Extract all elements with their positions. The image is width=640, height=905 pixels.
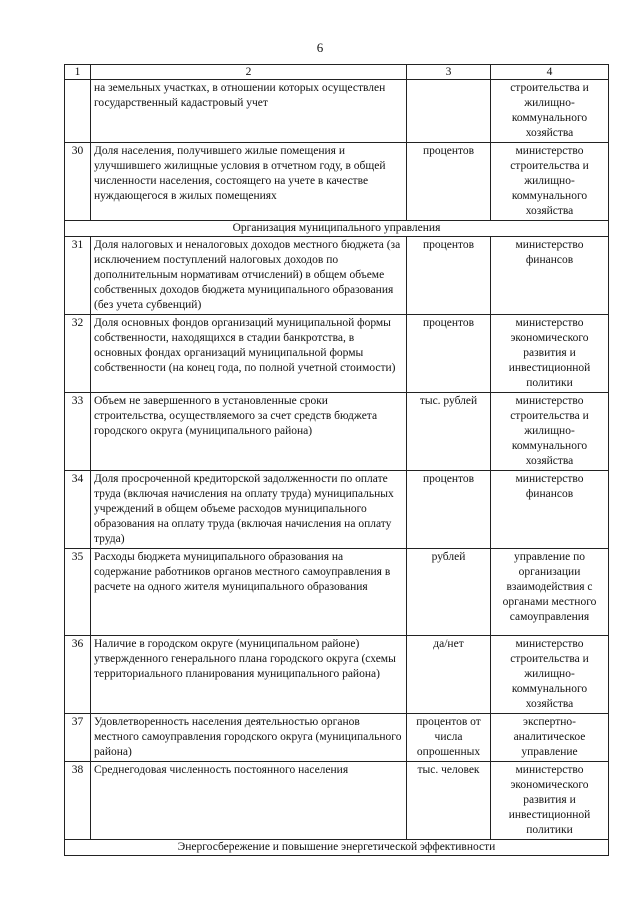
department-cell: управление по организации взаимодействия с органами местного самоуправления — [491, 549, 609, 636]
unit-cell: да/нет — [407, 636, 491, 714]
department-cell: министерство финансов — [491, 237, 609, 315]
row-number — [65, 80, 91, 143]
column-header-4: 4 — [491, 65, 609, 80]
indicator-text: Доля основных фондов организаций муниципальной формы собственности, находящихся в стадии банкротства, в основных фондах организаций муниципальной формы собственности (на конец года, по полной учетной стоимости) — [91, 315, 407, 393]
unit-cell: тыс. человек — [407, 762, 491, 840]
unit-cell: тыс. рублей — [407, 393, 491, 471]
column-header-3: 3 — [407, 65, 491, 80]
column-header-row — [65, 65, 609, 80]
indicator-text: Удовлетворенность населения деятельностью органов местного самоуправления городского округа (муниципального района) — [91, 714, 407, 762]
unit-cell: рублей — [407, 549, 491, 636]
row-number: 36 — [65, 636, 91, 714]
table-row — [65, 762, 609, 840]
department-cell: министерство строительства и жилищно-коммунального хозяйства — [491, 636, 609, 714]
unit-cell: процентов — [407, 471, 491, 549]
unit-cell: процентов — [407, 315, 491, 393]
row-number: 38 — [65, 762, 91, 840]
table-row — [65, 237, 609, 315]
department-cell: министерство финансов — [491, 471, 609, 549]
department-cell: экспертно-аналитическое управление — [491, 714, 609, 762]
row-number: 37 — [65, 714, 91, 762]
row-number: 34 — [65, 471, 91, 549]
section-header-row — [65, 221, 609, 237]
indicator-text: Доля налоговых и неналоговых доходов местного бюджета (за исключением поступлений налоговых доходов по дополнительным нормативам отчислений) в общем объеме собственных доходов бюджета муниципального образования (без учета субвенций) — [91, 237, 407, 315]
table-row — [65, 714, 609, 762]
indicators-table — [64, 64, 609, 856]
table-row — [65, 471, 609, 549]
department-cell: министерство строительства и жилищно-коммунального хозяйства — [491, 143, 609, 221]
row-number: 30 — [65, 143, 91, 221]
indicator-text: Объем не завершенного в установленные сроки строительства, осуществляемого за счет средств бюджета городского округа (муниципального района) — [91, 393, 407, 471]
column-header-1: 1 — [65, 65, 91, 80]
indicator-text: Доля просроченной кредиторской задолженности по оплате труда (включая начисления на оплату труда) муниципальных учреждений в общем объеме расходов муниципального образования на оплату труда (включая начисления на оплату труда) — [91, 471, 407, 549]
section-header: Организация муниципального управления — [65, 221, 609, 237]
table-row — [65, 549, 609, 636]
section-header-row — [65, 840, 609, 856]
department-cell: министерство экономического развития и инвестиционной политики — [491, 315, 609, 393]
page-number: 6 — [316, 40, 324, 55]
department-cell: министерство экономического развития и инвестиционной политики — [491, 762, 609, 840]
table-row-continuation — [65, 80, 609, 143]
unit-cell: процентов — [407, 143, 491, 221]
table-row — [65, 636, 609, 714]
department-cell: министерство строительства и жилищно-коммунального хозяйства — [491, 393, 609, 471]
section-header: Энергосбережение и повышение энергетической эффективности — [65, 840, 609, 856]
row-number: 35 — [65, 549, 91, 636]
unit-cell — [407, 80, 491, 143]
indicator-text: Наличие в городском округе (муниципальном районе) утвержденного генерального плана городского округа (схемы территориального планирования муниципального района) — [91, 636, 407, 714]
unit-cell: процентов — [407, 237, 491, 315]
table-row — [65, 143, 609, 221]
department-cell: строительства и жилищно-коммунального хозяйства — [491, 80, 609, 143]
indicator-text: на земельных участках, в отношении которых осуществлен государственный кадастровый учет — [91, 80, 407, 143]
indicator-text: Расходы бюджета муниципального образования на содержание работников органов местного самоуправления в расчете на одного жителя муниципального образования — [91, 549, 407, 636]
row-number: 32 — [65, 315, 91, 393]
indicator-text: Доля населения, получившего жилые помещения и улучшившего жилищные условия в отчетном году, в общей численности населения, состоящего на учете в качестве нуждающегося в жилых помещениях — [91, 143, 407, 221]
column-header-2: 2 — [91, 65, 407, 80]
row-number: 31 — [65, 237, 91, 315]
row-number: 33 — [65, 393, 91, 471]
table-row — [65, 393, 609, 471]
unit-cell: процентов от числа опрошенных — [407, 714, 491, 762]
table-row — [65, 315, 609, 393]
indicator-text: Среднегодовая численность постоянного населения — [91, 762, 407, 840]
